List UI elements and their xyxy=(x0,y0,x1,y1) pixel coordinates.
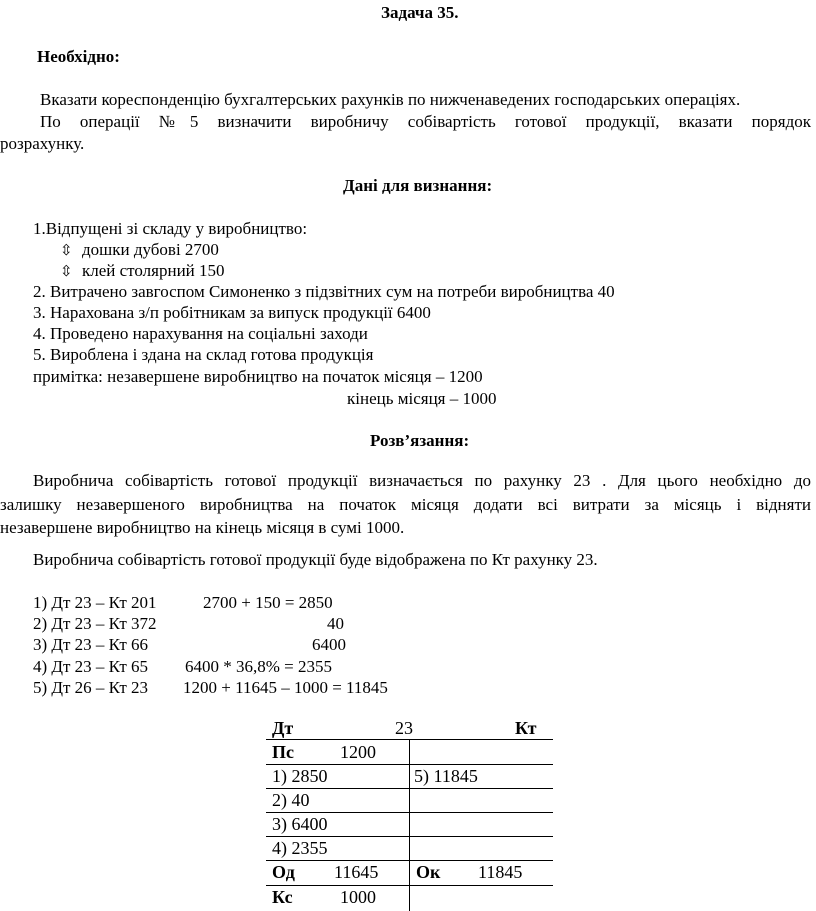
entry-2-accounts: 2) Дт 23 – Кт 372 xyxy=(33,614,157,633)
t-account-row-rule xyxy=(266,836,553,837)
solution-heading: Розв’язання: xyxy=(370,431,470,450)
needed-line-2: По операції №5 визначити виробничу собівартість готової продукції, вказати порядок xyxy=(40,112,811,131)
entry-4-accounts: 4) Дт 23 – Кт 65 xyxy=(33,657,149,676)
t-account-row-rule xyxy=(266,860,553,861)
entry-1-calc: 2700 + 150 = 2850 xyxy=(203,593,333,612)
entry-5-accounts: 5) Дт 26 – Кт 23 xyxy=(33,678,149,697)
t-account-credit-label: Кт xyxy=(515,718,537,738)
t-account-row-rule xyxy=(266,764,553,765)
needed-line-1: Вказати кореспонденцію бухгалтерських рахунків по нижченаведених господарських операціях. xyxy=(40,90,741,109)
opening-balance-label: Пс xyxy=(272,742,294,762)
t-account-debit-label: Дт xyxy=(272,718,294,738)
debit-turnover-label: Од xyxy=(272,862,295,882)
data-heading: Дані для визнання: xyxy=(343,176,493,195)
solution-p1-line-3: незавершене виробництво на кінець місяця в сумі 1000. xyxy=(0,518,405,537)
note-end-month: кінець місяця – 1000 xyxy=(347,389,497,408)
debit-entry: 1) 2850 xyxy=(272,766,328,786)
entry-2-calc: 40 xyxy=(327,614,344,633)
closing-balance-label: Кс xyxy=(272,887,293,907)
debit-entry: 4) 2355 xyxy=(272,838,328,858)
subitem-text: клей столярний 150 xyxy=(82,261,225,280)
debit-turnover-value: 11645 xyxy=(334,862,379,882)
credit-turnover-value: 11845 xyxy=(478,862,523,882)
t-account-row-rule xyxy=(266,885,553,886)
data-item-4: 4. Проведено нарахування на соціальні заходи xyxy=(33,324,368,343)
credit-turnover-label: Ок xyxy=(416,862,441,882)
data-item-5: 5. Вироблена і здана на склад готова продукція xyxy=(33,345,374,364)
t-account-row-rule xyxy=(266,812,553,813)
entry-4-calc: 6400 * 36,8% = 2355 xyxy=(185,657,332,676)
entry-1-accounts: 1) Дт 23 – Кт 201 xyxy=(33,593,157,612)
closing-balance-value: 1000 xyxy=(340,887,376,907)
needed-line-3: розрахунку. xyxy=(0,134,85,153)
data-item-2: 2. Витрачено завгоспом Симоненко з підзвітних сум на потреби виробництва 40 xyxy=(33,282,615,301)
data-item-3: 3. Нарахована з/п робітникам за випуск продукції 6400 xyxy=(33,303,431,322)
entry-3-accounts: 3) Дт 23 – Кт 66 xyxy=(33,635,149,654)
debit-entry: 3) 6400 xyxy=(272,814,328,834)
needed-heading: Необхідно: xyxy=(37,47,120,66)
task-title: Задача 35. xyxy=(381,3,459,22)
arrow-bullet-icon: ⇳ xyxy=(60,241,73,259)
arrow-bullet-icon: ⇳ xyxy=(60,262,73,280)
entry-5-calc: 1200 + 11645 – 1000 = 11845 xyxy=(183,678,388,697)
t-account-row-rule xyxy=(266,788,553,789)
t-account-number: 23 xyxy=(395,718,413,738)
credit-entry: 5) 11845 xyxy=(414,766,478,786)
solution-p2: Виробнича собівартість готової продукції буде відображена по Кт рахунку 23. xyxy=(33,550,598,569)
entry-3-calc: 6400 xyxy=(312,635,346,654)
subitem-text: дошки дубові 2700 xyxy=(82,240,219,259)
opening-balance-value: 1200 xyxy=(340,742,376,762)
data-item-1: 1.Відпущені зі складу у виробництво: xyxy=(33,219,308,238)
solution-p1-line-2: залишку незавершеного виробництва на початок місяця додати всі витрати за місяць і відняти xyxy=(0,495,811,514)
note-start-month: примітка: незавершене виробництво на початок місяця – 1200 xyxy=(33,367,483,386)
debit-entry: 2) 40 xyxy=(272,790,310,810)
solution-p1-line-1: Виробнича собівартість готової продукції визначається по рахунку 23 . Для цього необхідно до xyxy=(33,471,811,490)
